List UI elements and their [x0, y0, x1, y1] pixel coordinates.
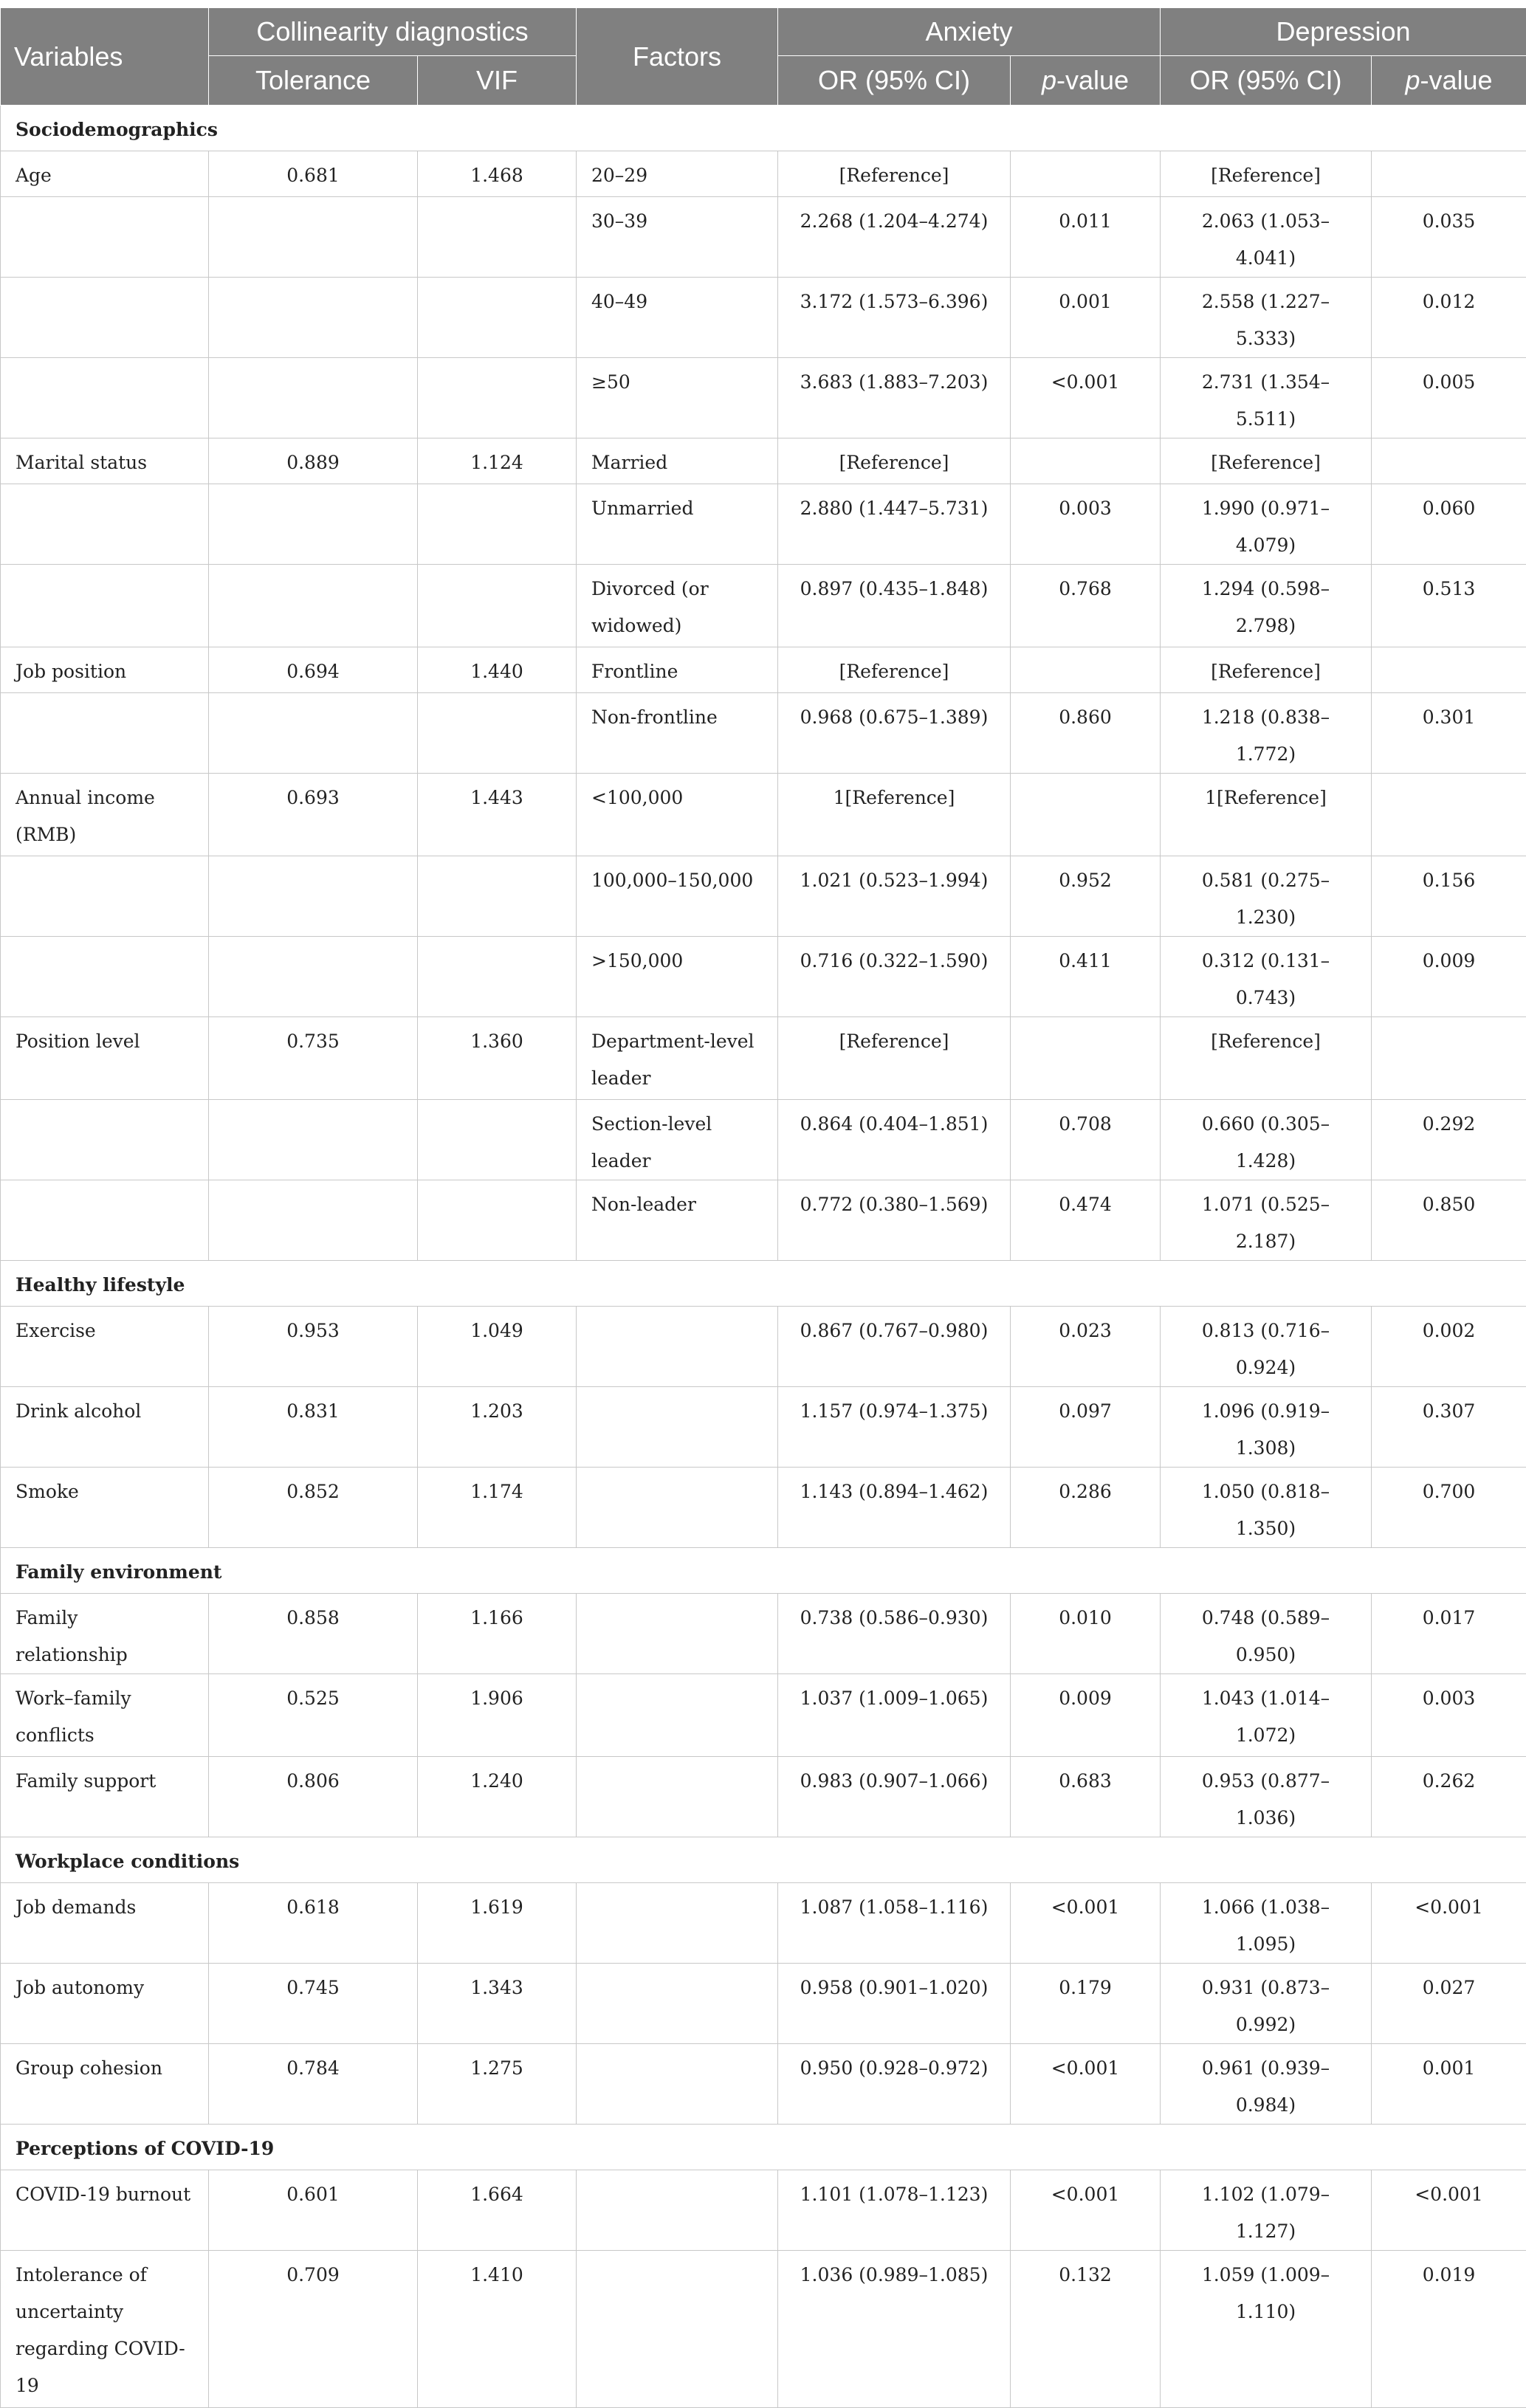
anxiety-p-cell	[1011, 647, 1161, 693]
tolerance-cell	[209, 484, 418, 565]
factor-cell	[577, 1674, 778, 1757]
anxiety-or-cell: 0.864 (0.404–1.851)	[778, 1100, 1011, 1180]
variable-cell: Marital status	[1, 438, 209, 484]
anxiety-p-cell: 0.768	[1011, 565, 1161, 647]
variable-cell: COVID-19 burnout	[1, 2170, 209, 2251]
factor-cell: Section-level leader	[577, 1100, 778, 1180]
regression-table	[0, 7, 1526, 2408]
anxiety-or-cell: 0.772 (0.380–1.569)	[778, 1180, 1011, 1261]
factor-cell: 40–49	[577, 278, 778, 358]
depression-p-cell: 0.005	[1372, 358, 1526, 438]
factor-cell: Non-frontline	[577, 693, 778, 774]
depression-p-cell: 0.017	[1372, 1594, 1526, 1674]
anxiety-p-cell: <0.001	[1011, 358, 1161, 438]
vif-cell: 1.174	[418, 1468, 577, 1548]
table-row	[1, 151, 1526, 197]
table-row	[1, 1100, 1526, 1180]
table-row	[1, 278, 1526, 358]
header-collinearity: Collinearity diagnostics	[209, 8, 577, 56]
factor-cell: 30–39	[577, 197, 778, 278]
table-row	[1, 1387, 1526, 1468]
depression-p-cell: 0.700	[1372, 1468, 1526, 1548]
anxiety-or-cell: 0.867 (0.767–0.980)	[778, 1307, 1011, 1387]
depression-or-cell: 2.558 (1.227–5.333)	[1161, 278, 1372, 358]
anxiety-or-cell: 0.968 (0.675–1.389)	[778, 693, 1011, 774]
tolerance-cell: 0.858	[209, 1594, 418, 1674]
variable-cell: Work–family conflicts	[1, 1674, 209, 1757]
table-row	[1, 937, 1526, 1017]
tolerance-cell	[209, 1180, 418, 1261]
table-row	[1, 1964, 1526, 2044]
anxiety-or-cell: 1[Reference]	[778, 774, 1011, 856]
factor-cell: <100,000	[577, 774, 778, 856]
anxiety-p-cell	[1011, 438, 1161, 484]
tolerance-cell: 0.681	[209, 151, 418, 197]
anxiety-or-cell: [Reference]	[778, 438, 1011, 484]
vif-cell: 1.240	[418, 1757, 577, 1837]
vif-cell	[418, 565, 577, 647]
variable-cell	[1, 693, 209, 774]
tolerance-cell	[209, 565, 418, 647]
anxiety-or-cell: [Reference]	[778, 647, 1011, 693]
section-label: Perceptions of COVID-19	[1, 2125, 1526, 2170]
variable-cell: Intolerance of uncertainty regarding COVID-19	[1, 2251, 209, 2408]
depression-or-cell: 1.990 (0.971–4.079)	[1161, 484, 1372, 565]
factor-cell	[577, 1387, 778, 1468]
anxiety-p-cell: 0.474	[1011, 1180, 1161, 1261]
tolerance-cell: 0.852	[209, 1468, 418, 1548]
table-row	[1, 1674, 1526, 1757]
table-row	[1, 647, 1526, 693]
variable-cell: Smoke	[1, 1468, 209, 1548]
depression-p-cell	[1372, 438, 1526, 484]
depression-or-cell: [Reference]	[1161, 1017, 1372, 1100]
vif-cell	[418, 937, 577, 1017]
depression-p-cell: 0.850	[1372, 1180, 1526, 1261]
depression-p-cell: 0.292	[1372, 1100, 1526, 1180]
section-row	[1, 1261, 1526, 1307]
depression-p-cell: 0.513	[1372, 565, 1526, 647]
depression-or-cell: 1.096 (0.919–1.308)	[1161, 1387, 1372, 1468]
header-depression: Depression	[1161, 8, 1526, 56]
anxiety-or-cell: 1.036 (0.989–1.085)	[778, 2251, 1011, 2408]
vif-cell: 1.440	[418, 647, 577, 693]
table-header	[1, 8, 1526, 106]
variable-cell: Job autonomy	[1, 1964, 209, 2044]
anxiety-or-cell: 0.950 (0.928–0.972)	[778, 2044, 1011, 2125]
tolerance-cell	[209, 278, 418, 358]
depression-or-cell: 0.961 (0.939–0.984)	[1161, 2044, 1372, 2125]
tolerance-cell: 0.618	[209, 1883, 418, 1964]
vif-cell: 1.468	[418, 151, 577, 197]
section-label: Family environment	[1, 1548, 1526, 1594]
anxiety-or-cell: 0.958 (0.901–1.020)	[778, 1964, 1011, 2044]
p-suffix: -value	[1056, 65, 1129, 95]
depression-or-cell: [Reference]	[1161, 438, 1372, 484]
header-vif: VIF	[418, 56, 577, 106]
anxiety-or-cell: 3.683 (1.883–7.203)	[778, 358, 1011, 438]
depression-p-cell: 0.002	[1372, 1307, 1526, 1387]
table-row	[1, 1468, 1526, 1548]
depression-or-cell: 1.071 (0.525–2.187)	[1161, 1180, 1372, 1261]
anxiety-p-cell: 0.132	[1011, 2251, 1161, 2408]
header-anxiety-or: OR (95% CI)	[778, 56, 1011, 106]
variable-cell	[1, 937, 209, 1017]
anxiety-p-cell: 0.683	[1011, 1757, 1161, 1837]
p-letter: p	[1405, 65, 1420, 95]
variable-cell: Position level	[1, 1017, 209, 1100]
factor-cell: Non-leader	[577, 1180, 778, 1261]
regression-table-container	[0, 7, 1526, 2408]
depression-p-cell	[1372, 774, 1526, 856]
table-row	[1, 358, 1526, 438]
variable-cell: Family relationship	[1, 1594, 209, 1674]
section-label: Workplace conditions	[1, 1837, 1526, 1883]
anxiety-p-cell	[1011, 151, 1161, 197]
anxiety-or-cell: 2.880 (1.447–5.731)	[778, 484, 1011, 565]
depression-p-cell: 0.003	[1372, 1674, 1526, 1757]
depression-or-cell: 1.218 (0.838–1.772)	[1161, 693, 1372, 774]
variable-cell	[1, 1180, 209, 1261]
vif-cell: 1.360	[418, 1017, 577, 1100]
vif-cell: 1.906	[418, 1674, 577, 1757]
anxiety-p-cell	[1011, 774, 1161, 856]
tolerance-cell: 0.806	[209, 1757, 418, 1837]
depression-p-cell: 0.001	[1372, 2044, 1526, 2125]
anxiety-or-cell: 0.738 (0.586–0.930)	[778, 1594, 1011, 1674]
variable-cell	[1, 197, 209, 278]
depression-p-cell: 0.035	[1372, 197, 1526, 278]
tolerance-cell	[209, 197, 418, 278]
tolerance-cell: 0.694	[209, 647, 418, 693]
anxiety-p-cell: 0.860	[1011, 693, 1161, 774]
tolerance-cell: 0.784	[209, 2044, 418, 2125]
variable-cell: Job position	[1, 647, 209, 693]
table-row	[1, 1757, 1526, 1837]
variable-cell	[1, 1100, 209, 1180]
depression-p-cell: 0.307	[1372, 1387, 1526, 1468]
vif-cell	[418, 358, 577, 438]
depression-or-cell: 0.748 (0.589–0.950)	[1161, 1594, 1372, 1674]
table-row	[1, 484, 1526, 565]
depression-or-cell: [Reference]	[1161, 647, 1372, 693]
section-row	[1, 1837, 1526, 1883]
depression-or-cell: 0.312 (0.131–0.743)	[1161, 937, 1372, 1017]
depression-p-cell	[1372, 1017, 1526, 1100]
anxiety-p-cell: 0.708	[1011, 1100, 1161, 1180]
anxiety-or-cell: 3.172 (1.573–6.396)	[778, 278, 1011, 358]
variable-cell	[1, 278, 209, 358]
depression-or-cell: 1.102 (1.079–1.127)	[1161, 2170, 1372, 2251]
depression-or-cell: 0.581 (0.275–1.230)	[1161, 856, 1372, 937]
table-row	[1, 1594, 1526, 1674]
variable-cell: Annual income (RMB)	[1, 774, 209, 856]
section-row	[1, 1548, 1526, 1594]
vif-cell: 1.275	[418, 2044, 577, 2125]
anxiety-p-cell: 0.011	[1011, 197, 1161, 278]
depression-p-cell: 0.262	[1372, 1757, 1526, 1837]
p-suffix: -value	[1420, 65, 1492, 95]
factor-cell	[577, 1964, 778, 2044]
factor-cell	[577, 2044, 778, 2125]
factor-cell	[577, 1757, 778, 1837]
table-row	[1, 438, 1526, 484]
depression-or-cell: 1.059 (1.009–1.110)	[1161, 2251, 1372, 2408]
anxiety-or-cell: 1.157 (0.974–1.375)	[778, 1387, 1011, 1468]
vif-cell	[418, 856, 577, 937]
depression-p-cell	[1372, 151, 1526, 197]
anxiety-p-cell: 0.001	[1011, 278, 1161, 358]
depression-or-cell: 0.953 (0.877–1.036)	[1161, 1757, 1372, 1837]
table-row	[1, 693, 1526, 774]
factor-cell: Department-level leader	[577, 1017, 778, 1100]
tolerance-cell: 0.709	[209, 2251, 418, 2408]
anxiety-p-cell: 0.009	[1011, 1674, 1161, 1757]
variable-cell: Group cohesion	[1, 2044, 209, 2125]
factor-cell: Divorced (or widowed)	[577, 565, 778, 647]
variable-cell: Age	[1, 151, 209, 197]
variable-cell: Family support	[1, 1757, 209, 1837]
vif-cell	[418, 1180, 577, 1261]
vif-cell	[418, 197, 577, 278]
vif-cell: 1.664	[418, 2170, 577, 2251]
anxiety-p-cell: 0.023	[1011, 1307, 1161, 1387]
table-row	[1, 1307, 1526, 1387]
depression-or-cell: 1.050 (0.818–1.350)	[1161, 1468, 1372, 1548]
section-label: Sociodemographics	[1, 106, 1526, 151]
variable-cell: Drink alcohol	[1, 1387, 209, 1468]
table-row	[1, 2170, 1526, 2251]
vif-cell	[418, 484, 577, 565]
factor-cell: ≥50	[577, 358, 778, 438]
table-row	[1, 1883, 1526, 1964]
anxiety-p-cell: 0.010	[1011, 1594, 1161, 1674]
depression-or-cell: 2.731 (1.354–5.511)	[1161, 358, 1372, 438]
section-label: Healthy lifestyle	[1, 1261, 1526, 1307]
depression-p-cell: 0.060	[1372, 484, 1526, 565]
anxiety-p-cell: 0.411	[1011, 937, 1161, 1017]
vif-cell: 1.619	[418, 1883, 577, 1964]
anxiety-or-cell: 2.268 (1.204–4.274)	[778, 197, 1011, 278]
table-row	[1, 1017, 1526, 1100]
variable-cell	[1, 484, 209, 565]
p-letter: p	[1042, 65, 1056, 95]
depression-p-cell: 0.301	[1372, 693, 1526, 774]
depression-or-cell: 1.043 (1.014–1.072)	[1161, 1674, 1372, 1757]
factor-cell	[577, 1594, 778, 1674]
vif-cell	[418, 278, 577, 358]
anxiety-p-cell: 0.097	[1011, 1387, 1161, 1468]
depression-p-cell: 0.009	[1372, 937, 1526, 1017]
anxiety-p-cell: 0.286	[1011, 1468, 1161, 1548]
factor-cell	[577, 1307, 778, 1387]
vif-cell: 1.166	[418, 1594, 577, 1674]
depression-or-cell: 1.066 (1.038–1.095)	[1161, 1883, 1372, 1964]
depression-p-cell: <0.001	[1372, 2170, 1526, 2251]
anxiety-p-cell: 0.003	[1011, 484, 1161, 565]
anxiety-or-cell: [Reference]	[778, 1017, 1011, 1100]
section-row	[1, 106, 1526, 151]
table-row	[1, 774, 1526, 856]
depression-p-cell: 0.027	[1372, 1964, 1526, 2044]
factor-cell	[577, 1883, 778, 1964]
anxiety-p-cell: <0.001	[1011, 2044, 1161, 2125]
anxiety-p-cell: 0.179	[1011, 1964, 1161, 2044]
depression-or-cell: 1.294 (0.598–2.798)	[1161, 565, 1372, 647]
anxiety-or-cell: 1.101 (1.078–1.123)	[778, 2170, 1011, 2251]
tolerance-cell	[209, 856, 418, 937]
table-row	[1, 2044, 1526, 2125]
anxiety-or-cell: 1.087 (1.058–1.116)	[778, 1883, 1011, 1964]
tolerance-cell	[209, 693, 418, 774]
depression-p-cell: 0.156	[1372, 856, 1526, 937]
header-tolerance: Tolerance	[209, 56, 418, 106]
anxiety-or-cell: 0.897 (0.435–1.848)	[778, 565, 1011, 647]
vif-cell	[418, 1100, 577, 1180]
anxiety-or-cell: 1.021 (0.523–1.994)	[778, 856, 1011, 937]
depression-p-cell	[1372, 647, 1526, 693]
variable-cell	[1, 565, 209, 647]
header-variables: Variables	[1, 8, 209, 106]
vif-cell: 1.124	[418, 438, 577, 484]
vif-cell: 1.049	[418, 1307, 577, 1387]
anxiety-p-cell: 0.952	[1011, 856, 1161, 937]
section-row	[1, 2125, 1526, 2170]
variable-cell: Exercise	[1, 1307, 209, 1387]
tolerance-cell	[209, 1100, 418, 1180]
table-body	[1, 106, 1526, 2408]
depression-or-cell: 2.063 (1.053–4.041)	[1161, 197, 1372, 278]
factor-cell: 20–29	[577, 151, 778, 197]
depression-or-cell: 1[Reference]	[1161, 774, 1372, 856]
anxiety-or-cell: 1.037 (1.009–1.065)	[778, 1674, 1011, 1757]
table-row	[1, 2251, 1526, 2408]
header-factors: Factors	[577, 8, 778, 106]
anxiety-p-cell	[1011, 1017, 1161, 1100]
tolerance-cell: 0.525	[209, 1674, 418, 1757]
factor-cell: Married	[577, 438, 778, 484]
table-row	[1, 197, 1526, 278]
tolerance-cell	[209, 937, 418, 1017]
factor-cell: Unmarried	[577, 484, 778, 565]
factor-cell	[577, 2170, 778, 2251]
tolerance-cell: 0.735	[209, 1017, 418, 1100]
depression-p-cell: <0.001	[1372, 1883, 1526, 1964]
vif-cell: 1.343	[418, 1964, 577, 2044]
tolerance-cell: 0.601	[209, 2170, 418, 2251]
anxiety-or-cell: 1.143 (0.894–1.462)	[778, 1468, 1011, 1548]
variable-cell: Job demands	[1, 1883, 209, 1964]
factor-cell	[577, 2251, 778, 2408]
variable-cell	[1, 856, 209, 937]
depression-or-cell: 0.931 (0.873–0.992)	[1161, 1964, 1372, 2044]
header-anxiety-p	[1011, 56, 1161, 106]
depression-or-cell: 0.813 (0.716–0.924)	[1161, 1307, 1372, 1387]
tolerance-cell: 0.953	[209, 1307, 418, 1387]
vif-cell	[418, 693, 577, 774]
header-depression-p	[1372, 56, 1526, 106]
vif-cell: 1.443	[418, 774, 577, 856]
tolerance-cell: 0.693	[209, 774, 418, 856]
table-row	[1, 565, 1526, 647]
tolerance-cell	[209, 358, 418, 438]
tolerance-cell: 0.889	[209, 438, 418, 484]
tolerance-cell: 0.745	[209, 1964, 418, 2044]
depression-p-cell: 0.012	[1372, 278, 1526, 358]
anxiety-p-cell: <0.001	[1011, 2170, 1161, 2251]
tolerance-cell: 0.831	[209, 1387, 418, 1468]
vif-cell: 1.203	[418, 1387, 577, 1468]
variable-cell	[1, 358, 209, 438]
factor-cell: 100,000–150,000	[577, 856, 778, 937]
factor-cell: >150,000	[577, 937, 778, 1017]
depression-or-cell: 0.660 (0.305–1.428)	[1161, 1100, 1372, 1180]
anxiety-p-cell: <0.001	[1011, 1883, 1161, 1964]
factor-cell: Frontline	[577, 647, 778, 693]
anxiety-or-cell: [Reference]	[778, 151, 1011, 197]
factor-cell	[577, 1468, 778, 1548]
header-depression-or: OR (95% CI)	[1161, 56, 1372, 106]
table-row	[1, 856, 1526, 937]
anxiety-or-cell: 0.716 (0.322–1.590)	[778, 937, 1011, 1017]
vif-cell: 1.410	[418, 2251, 577, 2408]
header-anxiety: Anxiety	[778, 8, 1161, 56]
table-row	[1, 1180, 1526, 1261]
anxiety-or-cell: 0.983 (0.907–1.066)	[778, 1757, 1011, 1837]
depression-p-cell: 0.019	[1372, 2251, 1526, 2408]
depression-or-cell: [Reference]	[1161, 151, 1372, 197]
